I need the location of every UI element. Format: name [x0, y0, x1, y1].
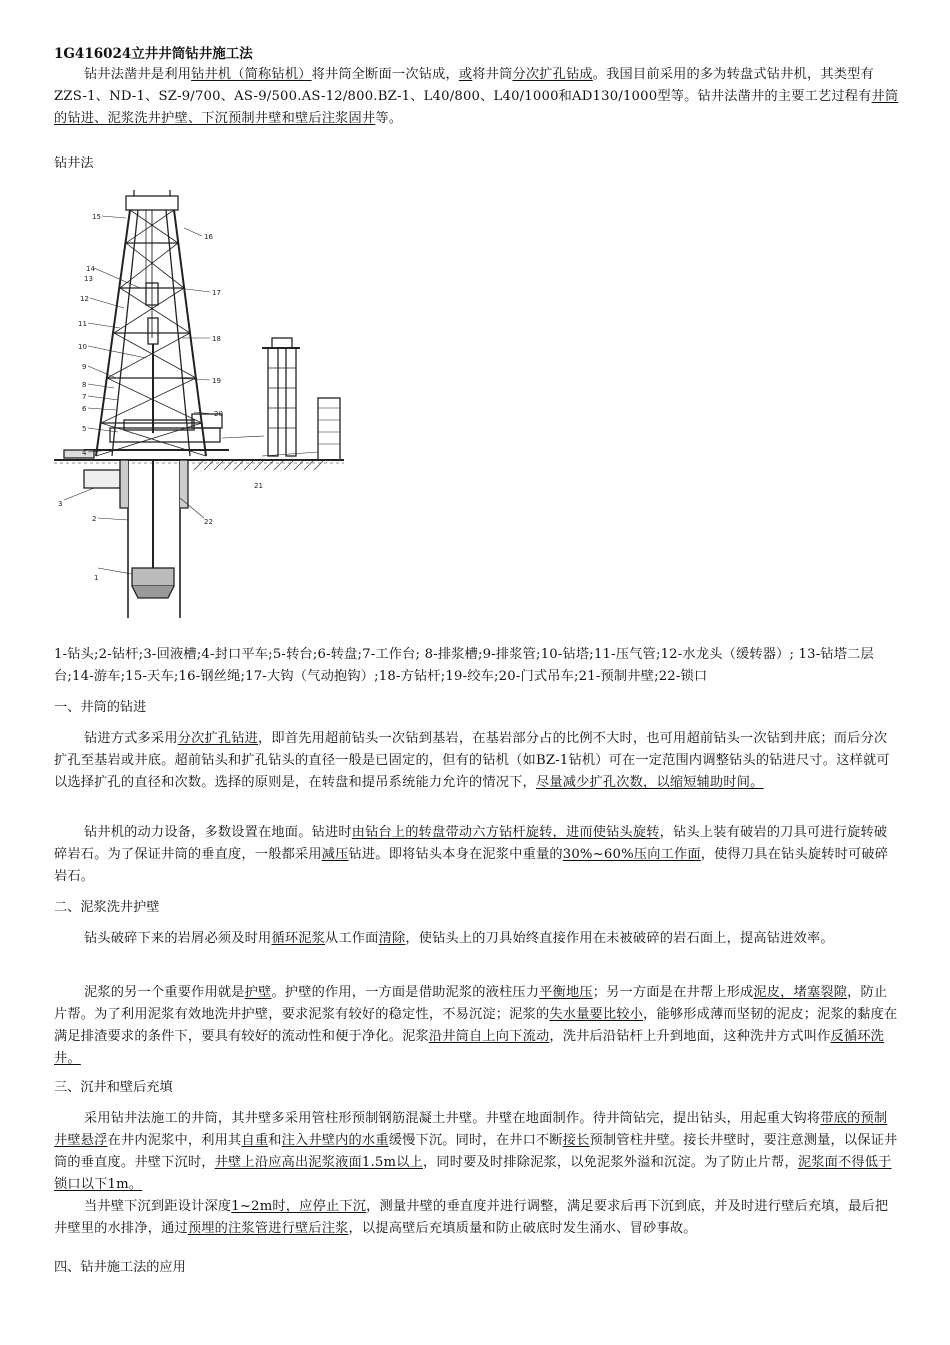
- figure-label: 7: [82, 393, 87, 401]
- figure-label: 2: [92, 515, 97, 523]
- section-heading-application: 四、钻井施工法的应用: [54, 1260, 186, 1275]
- figure-caption: 1-钻头;2-钻杆;3-回液槽;4-封口平车;5-转台;6-转盘;7-工作台; 8-排浆槽;9-排浆管;10-钻塔;11-压气管;12-水龙头（缓转器）; 13-钻塔二层台;14-游车;15-天车;16-钢丝绳;17-大钩（气动抱钩）;18-方钻杆;19-绞车;20-门式吊车;21-预制井壁;22-锁口: [54, 647, 874, 684]
- figure-label: 14: [86, 265, 95, 273]
- crown-block: [126, 196, 178, 210]
- figure-label: 18: [212, 335, 221, 343]
- figure-label: 4: [82, 449, 87, 457]
- paragraph-drilling-power: 钻井机的动力设备，多数设置在地面。钻进时由钻台上的转盘带动六方钻杆旋转，进而使钻头旋转，钻头上装有破岩的刀具可进行旋转破碎岩石。为了保证井筒的垂直度，一般都采用减压钻进。即将钻头本身在泥浆中重量的30%~60%压向工作面，使得刀具在钻头旋转时可破碎岩石。: [54, 825, 889, 884]
- figure-heading: 钻井法: [54, 156, 94, 171]
- paragraph-backfill: 当井壁下沉到距设计深度1~2m时，应停止下沉，测量井壁的垂直度并进行调整，满足要求后再下沉到底，并及时进行壁后充填，最后把井壁里的水排净，通过预埋的注浆管进行壁后注浆，以提高壁后充填质量和防止破底时发生涌水、冒砂事故。: [54, 1199, 889, 1236]
- figure-label: 13: [84, 275, 93, 283]
- drilling-rig-diagram: [54, 188, 344, 628]
- figure-label: 5: [82, 425, 87, 433]
- figure-label: 8: [82, 381, 87, 389]
- figure-label: 12: [80, 295, 89, 303]
- figure-label: 21: [254, 482, 263, 490]
- section-heading-drilling: 一、井筒的钻进: [54, 700, 147, 715]
- figure-label: 11: [78, 320, 87, 328]
- figure-label: 20: [214, 410, 223, 418]
- figure-label: 6: [82, 405, 87, 413]
- paragraph-drilling-method: 钻进方式多采用分次扩孔钻进，即首先用超前钻头一次钻到基岩，在基岩部分占的比例不大时，也可用超前钻头一次钻到井底；而后分次扩孔至基岩或井底。超前钻头和扩孔钻头的直径一般是已固定的，但有的钻机（如BZ-1钻机）可在一定范围内调整钻头的钻进尺寸。这样就可以选择扩孔的直径和次数。选择的原则是，在转盘和提吊系统能力允许的情况下，尽量减少扩孔次数，以缩短辅助时间。: [54, 731, 890, 790]
- figure-label: 22: [204, 518, 213, 526]
- section-heading-sinking: 三、沉井和壁后充填: [54, 1080, 173, 1095]
- paragraph-sinking: 采用钻井法施工的井筒，其井壁多采用管柱形预制钢筋混凝土井壁。井壁在地面制作。待井筒钻完，提出钻头，用起重大钩将带底的预制井壁悬浮在井内泥浆中，利用其自重和注入井壁内的水重缓慢下沉。同时，在井口不断接长预制管柱井壁。接长井壁时，要注意测量，以保证井筒的垂直度。井壁下沉时，井壁上沿应高出泥浆液面1.5m以上，同时要及时排除泥浆，以免泥浆外溢和沉淀。为了防止片帮，泥浆面不得低于锁口以下1m。: [54, 1111, 898, 1192]
- figure-label: 19: [212, 377, 221, 385]
- figure-label: 15: [92, 213, 101, 221]
- paragraph-slurry-cleaning: 钻头破碎下来的岩屑必须及时用循环泥浆从工作面清除，使钻头上的刀具始终直接作用在未被破碎的岩石面上，提高钻进效率。: [84, 931, 834, 946]
- intro-paragraph: 钻井法凿井是利用钻井机（简称钻机）将井筒全断面一次钻成，或将井筒分次扩孔钻成。我国目前采用的多为转盘式钻井机，其类型有ZZS-1、ND-1、SZ-9/700、AS-9/500.AS-12/800.BZ-1、L40/800、L40/1000和AD130/1000型等。钻井法凿井的主要工艺过程有井筒的钻进、泥浆洗井护壁、下沉预制井壁和壁后注浆固井等。: [54, 67, 899, 126]
- section-heading-slurry: 二、泥浆洗井护壁: [54, 900, 160, 915]
- figure-label: 17: [212, 289, 221, 297]
- paragraph-slurry-wall: 泥浆的另一个重要作用就是护壁。护壁的作用，一方面是借助泥浆的液柱压力平衡地压；另一方面是在井帮上形成泥皮，堵塞裂隙，防止片帮。为了利用泥浆有效地洗井护壁，要求泥浆有较好的稳定性，不易沉淀；泥浆的失水量要比较小，能够形成薄而坚韧的泥皮；泥浆的黏度在满足排渣要求的条件下，要具有较好的流动性和便于净化。泥浆沿井筒自上向下流动，洗井后沿钻杆上升到地面，这种洗井方式叫作反循环洗井。: [54, 985, 898, 1066]
- figure-label: 16: [204, 233, 213, 241]
- figure-label: 10: [78, 343, 87, 351]
- page-title: 1G416024立井井筒钻井施工法: [54, 46, 253, 62]
- figure-label: 3: [58, 500, 63, 508]
- figure-label: 1: [94, 574, 99, 582]
- figure-label: 9: [82, 363, 87, 371]
